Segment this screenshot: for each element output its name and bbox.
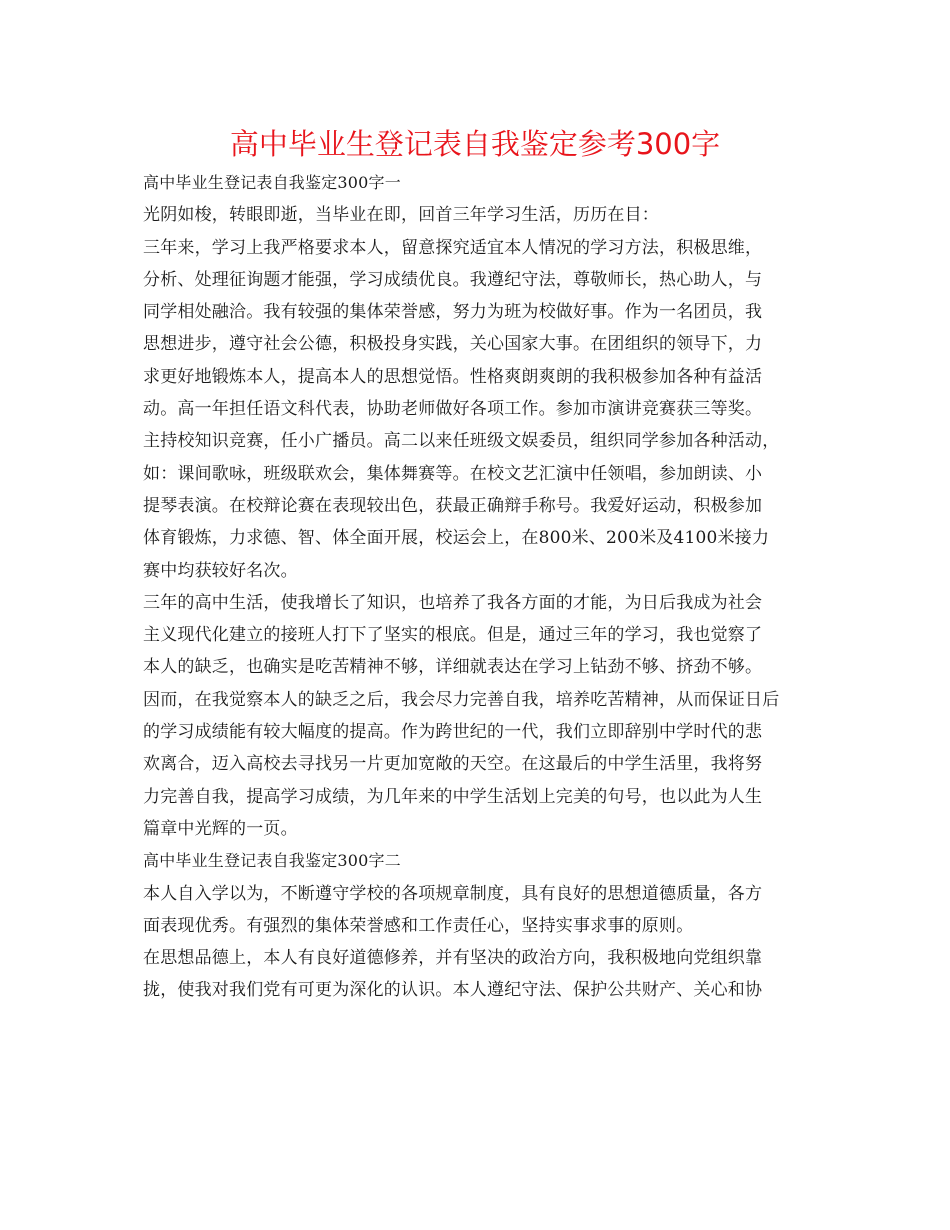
body-line: 分析、处理征询题才能强，学习成绩优良。我遵纪守法，尊敬师长，热心助人，与 (143, 269, 763, 290)
body-line: 赛中均获较好名次。 (143, 560, 298, 581)
body-line: 因而，在我觉察本人的缺乏之后，我会尽力完善自我，培养吃苦精神，从而保证日后 (143, 689, 780, 710)
body-line: 力完善自我，提高学习成绩，为几年来的中学生活划上完美的句号，也以此为人生 (143, 786, 763, 807)
body-line: 光阴如梭，转眼即逝，当毕业在即，回首三年学习生活，历历在目： (143, 205, 659, 226)
body-line: 求更好地锻炼本人，提高本人的思想觉悟。性格爽朗爽朗的我积极参加各种有益活 (143, 366, 763, 387)
body-line: 主持校知识竞赛，任小广播员。高二以来任班级文娱委员，组织同学参加各种活动， (143, 431, 780, 452)
body-line: 欢离合，迈入高校去寻找另一片更加宽敞的天空。在这最后的中学生活里，我将努 (143, 754, 763, 775)
body-line: 三年的高中生活，使我增长了知识，也培养了我各方面的才能，为日后我成为社会 (143, 592, 763, 613)
section-heading-2: 高中毕业生登记表自我鉴定300字二 (143, 851, 401, 871)
body-line: 提琴表演。在校辩论赛在表现较出色，获最正确辩手称号。我爱好运动，积极参加 (143, 495, 763, 516)
body-line: 三年来，学习上我严格要求本人，留意探究适宜本人情况的学习方法，积极思维， (143, 237, 763, 258)
body-line: 本人自入学以为，不断遵守学校的各项规章制度，具有良好的思想道德质量，各方 (143, 883, 763, 904)
body-line: 篇章中光辉的一页。 (143, 818, 298, 839)
body-line: 面表现优秀。有强烈的集体荣誉感和工作责任心，坚持实事求事的原则。 (143, 915, 694, 936)
section-heading-1: 高中毕业生登记表自我鉴定300字一 (143, 173, 401, 192)
body-line: 动。高一年担任语文科代表，协助老师做好各项工作。参加市演讲竞赛获三等奖。 (143, 399, 763, 420)
document-title: 高中毕业生登记表自我鉴定参考300字 (229, 127, 721, 161)
document-body (143, 167, 815, 1007)
body-line: 体育锻炼，力求德、智、体全面开展，校运会上，在800米、200米及4100米接力 (143, 528, 770, 549)
body-line: 主义现代化建立的接班人打下了坚实的根底。但是，通过三年的学习，我也觉察了 (143, 625, 763, 646)
body-line: 如：课间歌咏，班级联欢会，集体舞赛等。在校文艺汇演中任领唱，参加朗读、小 (143, 463, 763, 484)
body-line: 在思想品德上，本人有良好道德修养，并有坚决的政治方向，我积极地向党组织靠 (143, 948, 763, 969)
body-line: 思想进步，遵守社会公德，积极投身实践，关心国家大事。在团组织的领导下，力 (143, 334, 763, 355)
body-line: 同学相处融洽。我有较强的集体荣誉感，努力为班为校做好事。作为一名团员，我 (143, 302, 763, 323)
body-line: 拢，使我对我们党有可更为深化的认识。本人遵纪守法、保护公共财产、关心和协 (143, 980, 763, 1001)
body-line: 本人的缺乏，也确实是吃苦精神不够，详细就表达在学习上钻劲不够、挤劲不够。 (143, 657, 763, 678)
body-line: 的学习成绩能有较大幅度的提高。作为跨世纪的一代，我们立即辞别中学时代的悲 (143, 722, 763, 743)
